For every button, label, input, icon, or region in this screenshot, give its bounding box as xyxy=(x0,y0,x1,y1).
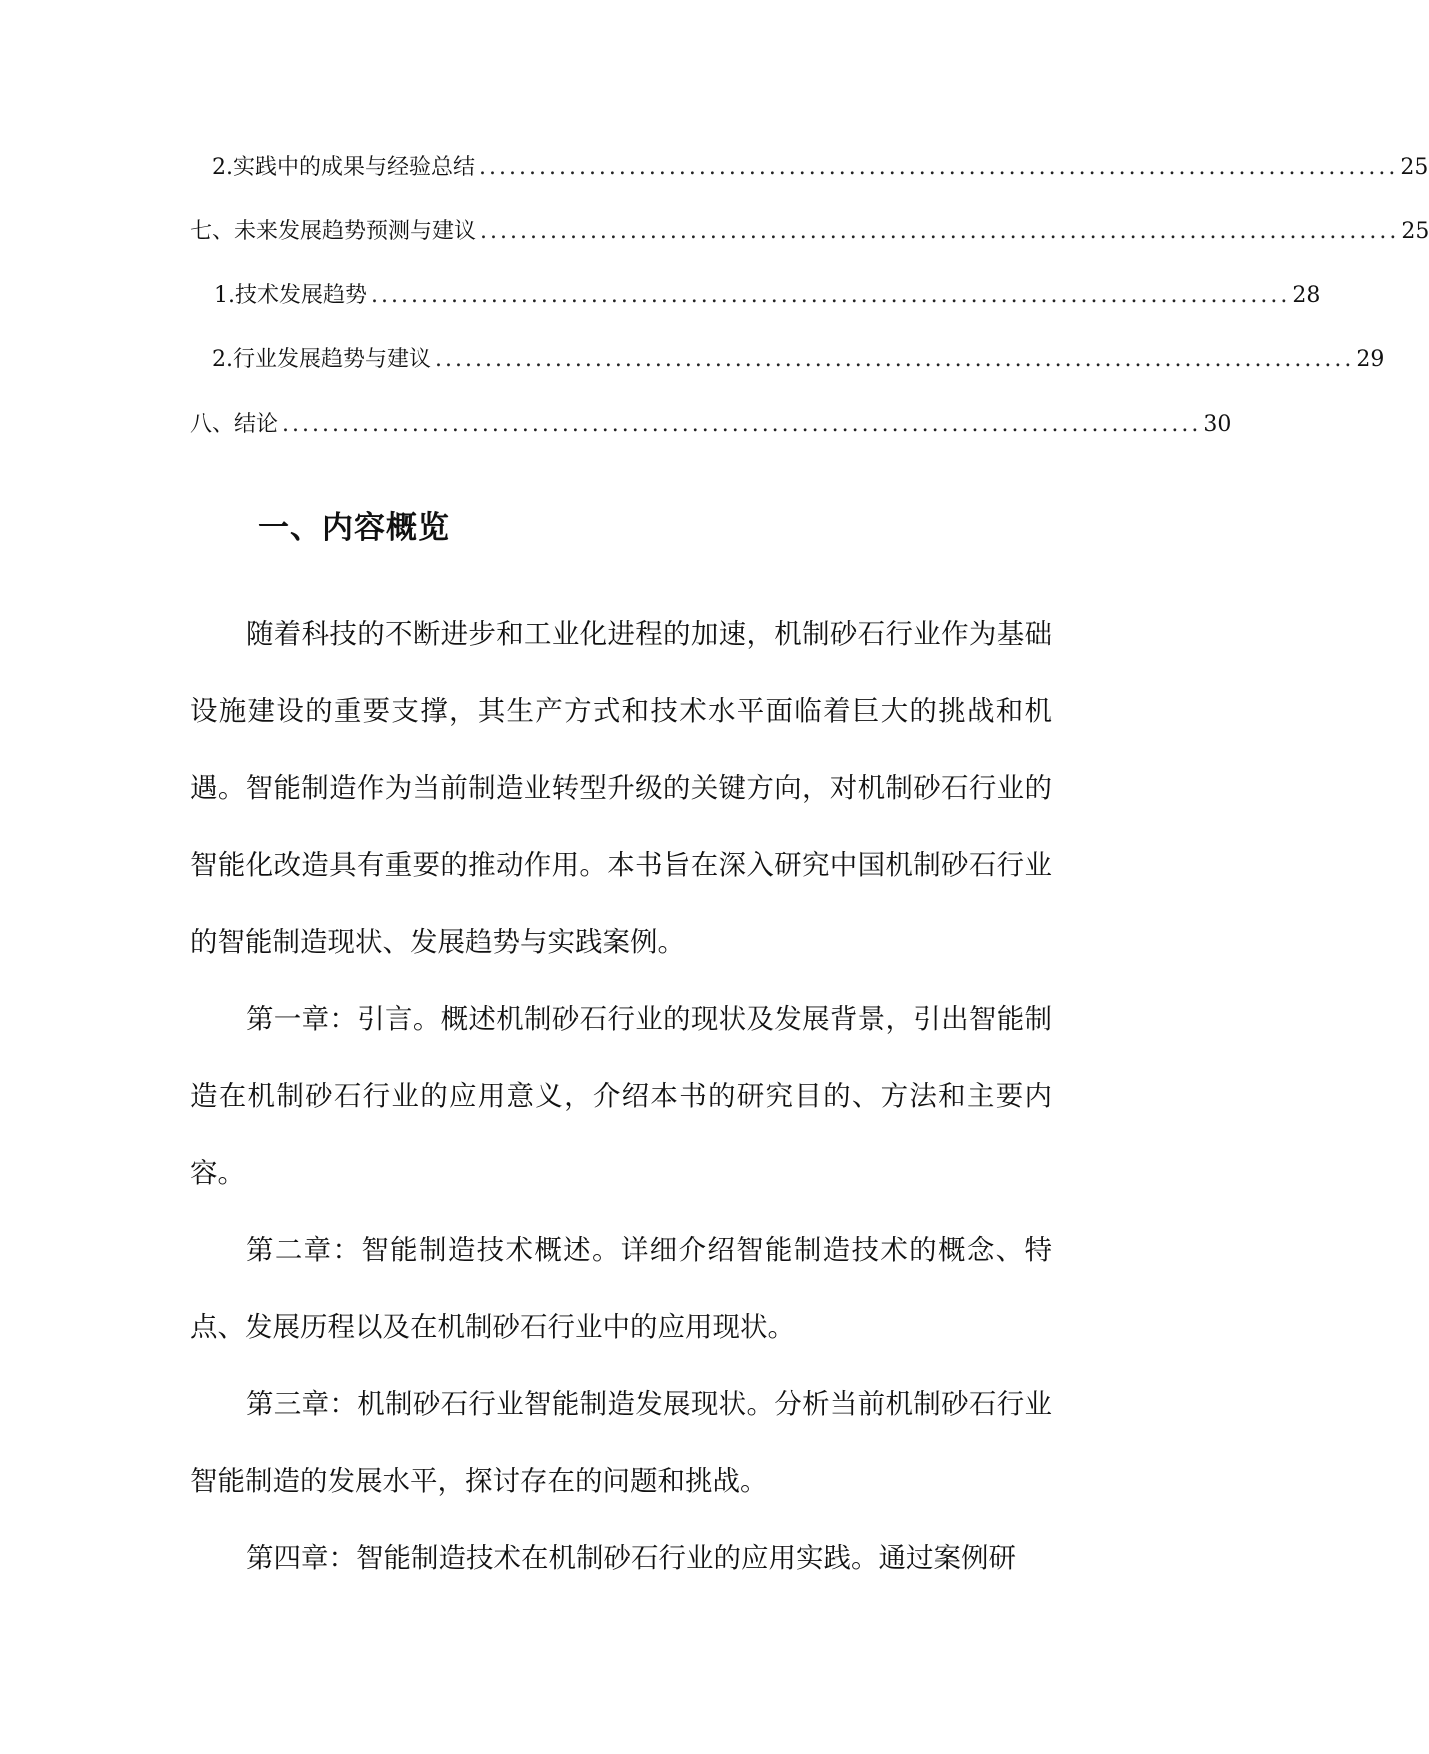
toc-dot-leader: ............................................................................................ xyxy=(282,412,1202,437)
toc-dot-leader: ............................................................................................ xyxy=(479,155,1399,180)
toc-entry-label: 八、结论 xyxy=(190,412,279,437)
toc-entry-number: 1. xyxy=(214,283,235,308)
toc-entry[interactable] xyxy=(190,410,1232,440)
toc-dot-leader: ............................................................................................ xyxy=(435,347,1355,372)
toc-entry-page: 25 xyxy=(1400,155,1429,180)
toc-entry-label: 技术发展趋势 xyxy=(235,283,368,308)
paragraph: 随着科技的不断进步和工业化进程的加速，机制砂石行业作为基础设施建设的重要支撑，其生产方式和技术水平面临着巨大的挑战和机遇。智能制造作为当前制造业转型升级的关键方向，对机制砂石行业的智能化改造具有重要的推动作用。本书旨在深入研究中国机制砂石行业的智能制造现状、发展趋势与实践案例。 xyxy=(190,618,1052,958)
paragraph: 第三章：机制砂石行业智能制造发展现状。分析当前机制砂石行业智能制造的发展水平，探讨存在的问题和挑战。 xyxy=(190,1388,1052,1497)
paragraph: 第二章：智能制造技术概述。详细介绍智能制造技术的概念、特点、发展历程以及在机制砂石行业中的应用现状。 xyxy=(190,1234,1052,1343)
toc-entry-label: 实践中的成果与经验总结 xyxy=(233,155,476,180)
toc-entry[interactable] xyxy=(190,217,1429,247)
toc-entry-label: 行业发展趋势与建议 xyxy=(233,347,432,372)
section-body xyxy=(190,596,1052,1597)
toc-entry-page: 28 xyxy=(1292,283,1321,308)
toc-dot-leader: ............................................................................................ xyxy=(480,219,1400,244)
toc-entry[interactable] xyxy=(212,153,1429,183)
toc-entry[interactable] xyxy=(214,281,1321,311)
toc-dot-leader: ............................................................................................ xyxy=(371,283,1291,308)
toc-entry-page: 29 xyxy=(1356,347,1385,372)
section-heading: 一、内容概览 xyxy=(258,510,450,546)
paragraph: 第一章：引言。概述机制砂石行业的现状及发展背景，引出智能制造在机制砂石行业的应用意义，介绍本书的研究目的、方法和主要内容。 xyxy=(190,1003,1052,1189)
toc-entry-label: 七、未来发展趋势预测与建议 xyxy=(190,219,477,244)
toc-entry-number: 2. xyxy=(212,347,233,372)
paragraph: 第四章：智能制造技术在机制砂石行业的应用实践。通过案例研 xyxy=(246,1542,1016,1574)
toc-entry-page: 30 xyxy=(1203,412,1232,437)
toc-entry-number: 2. xyxy=(212,155,233,180)
toc-entry-page: 25 xyxy=(1401,219,1429,244)
toc-entry[interactable] xyxy=(212,345,1385,375)
